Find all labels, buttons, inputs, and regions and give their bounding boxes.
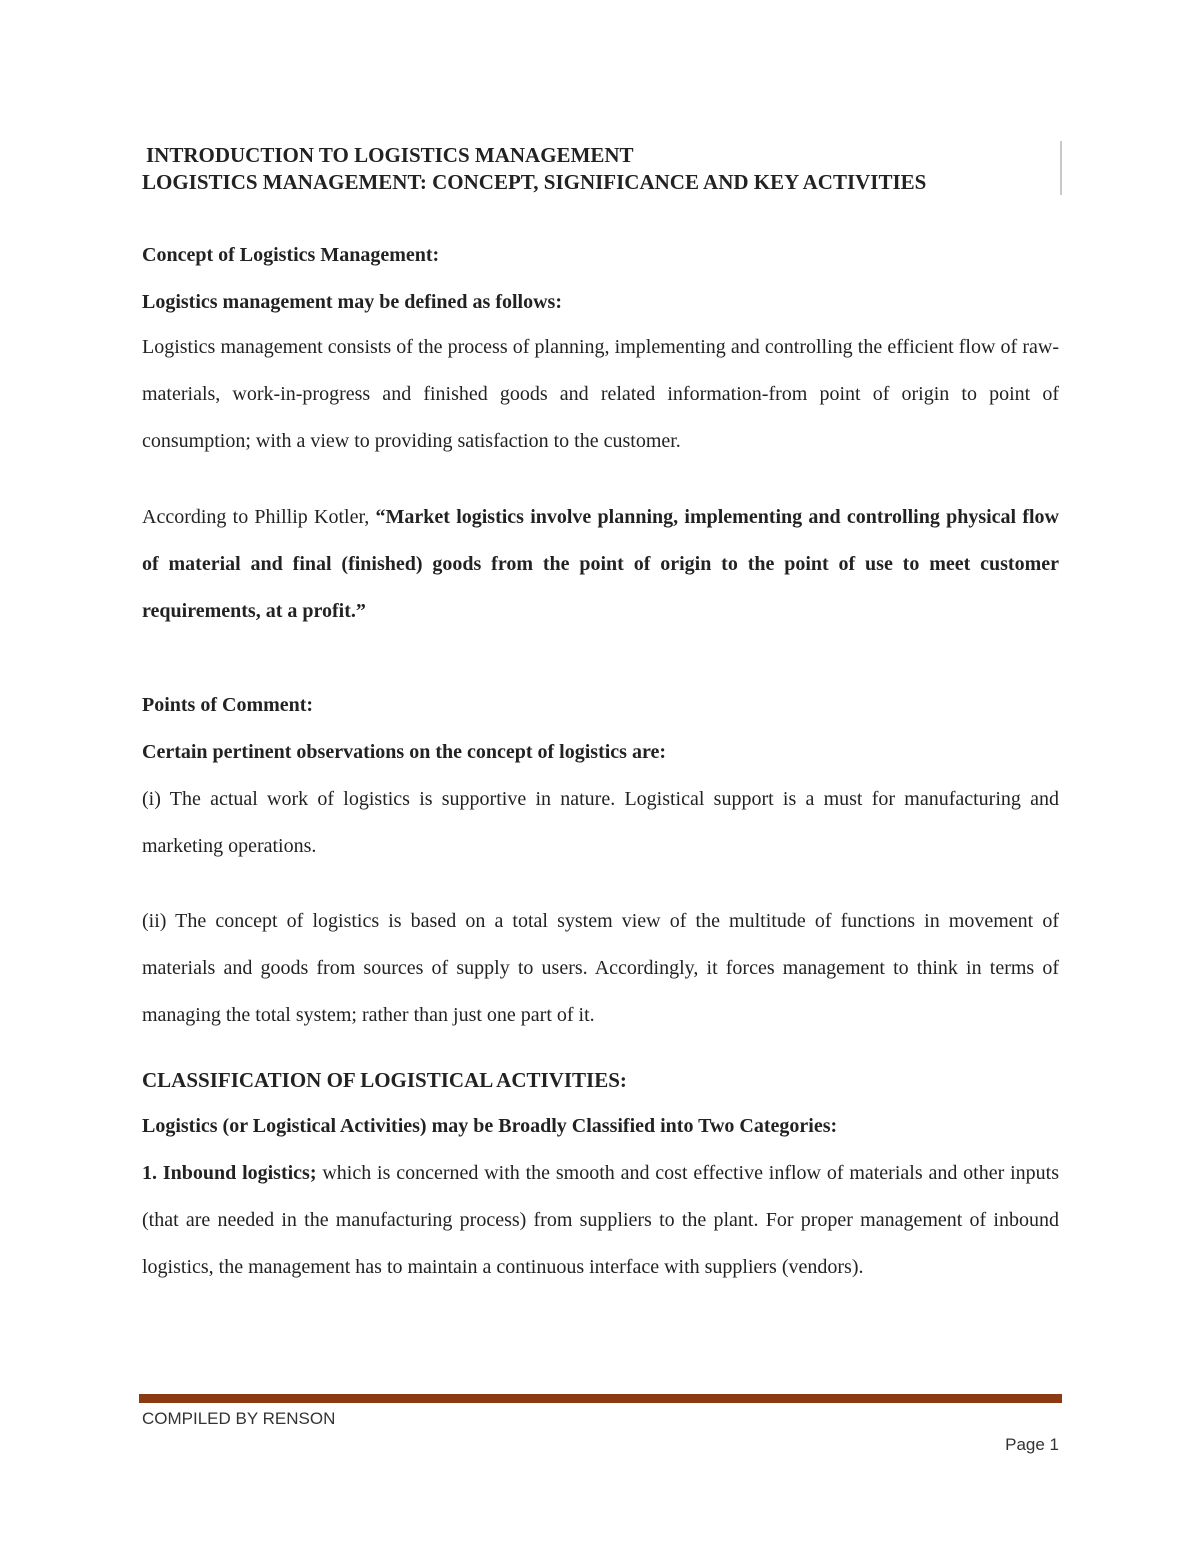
- comment-point-1: (i) The actual work of logistics is supportive in nature. Logistical support is a must for manufacturing and marketing operations.: [142, 788, 1059, 857]
- concept-subheading: Logistics management may be defined as follows:: [142, 291, 562, 313]
- kotler-quote: “Market logistics involve planning, implementing and controlling physical flow of material and final (finished) goods from the point of origin to the point of use to meet customer requirements, at a profit.”: [142, 506, 1059, 622]
- document-subtitle: LOGISTICS MANAGEMENT: CONCEPT, SIGNIFICANCE AND KEY ACTIVITIES: [142, 170, 927, 194]
- kotler-paragraph: [142, 494, 1059, 635]
- document-title: INTRODUCTION TO LOGISTICS MANAGEMENT: [146, 143, 634, 167]
- comments-subheading: Certain pertinent observations on the concept of logistics are:: [142, 741, 667, 763]
- concept-definition: Logistics management consists of the process of planning, implementing and controlling the efficient flow of raw-materials, work-in-progress and finished goods and related information-from point of origin to point of consumption; with a view to providing satisfaction to the customer.: [142, 336, 1059, 452]
- concept-heading: Concept of Logistics Management:: [142, 244, 440, 266]
- comments-heading: Points of Comment:: [142, 694, 314, 716]
- inbound-logistics-paragraph: [142, 1150, 1059, 1291]
- footer-compiled-by: COMPILED BY RENSON: [142, 1409, 336, 1428]
- page-number: Page 1: [1005, 1435, 1059, 1454]
- inbound-logistics-text: which is concerned with the smooth and cost effective inflow of materials and other inputs (that are needed in the manufacturing process) from suppliers to the plant. For proper management of inbound logistics, the management has to maintain a continuous interface with suppliers (vendors).: [142, 1162, 1059, 1278]
- classification-heading: CLASSIFICATION OF LOGISTICAL ACTIVITIES:: [142, 1068, 627, 1092]
- footer-rule: [139, 1394, 1062, 1403]
- inbound-logistics-label: 1. Inbound logistics;: [142, 1162, 317, 1184]
- classification-subheading: Logistics (or Logistical Activities) may be Broadly Classified into Two Categories:: [142, 1115, 838, 1137]
- comment-point-2: (ii) The concept of logistics is based on a total system view of the multitude of functions in movement of materials and goods from sources of supply to users. Accordingly, it forces management to think in terms of managing the total system; rather than just one part of it.: [142, 910, 1059, 1026]
- kotler-intro: According to Phillip Kotler,: [142, 506, 376, 528]
